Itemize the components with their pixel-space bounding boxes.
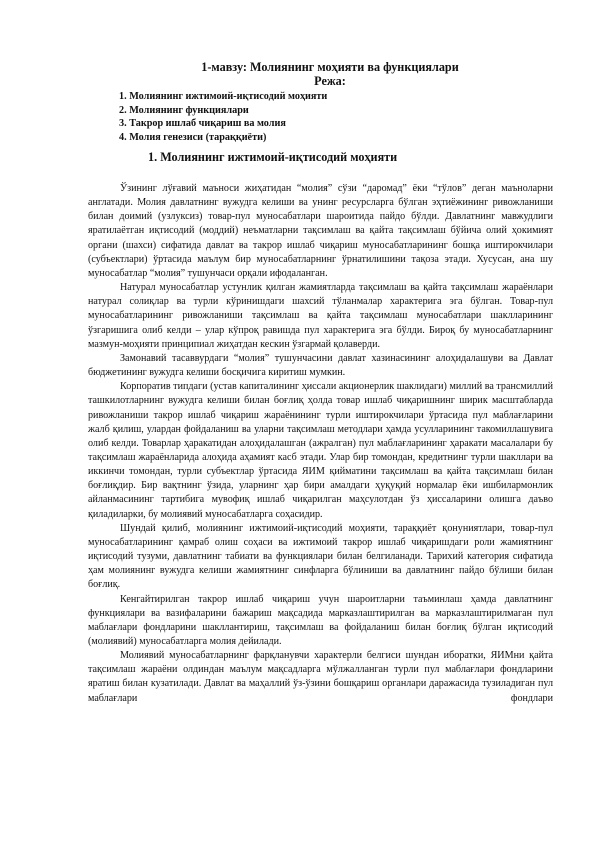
section-heading: 1. Молиянинг ижтимоий-иқтисодий моҳияти xyxy=(148,150,398,164)
paragraph: Шундай қилиб, молиянинг ижтимоий-иқтисодий моҳияти, тараққиёт қонуниятлари, товар-пул муносабатларининг қамраб олиш соҳаси ва ижтимоий такрор ишлаб чиқаришдаги роли жамиятнинг иқтисодий тузуми, давлатнинг табиати ва функциялари билан белгиланади. Тарихий категория сифатида ҳам молиянинг вужудга келиши жамиятнинг синфларга бўлиниши ва давлатнинг пайдо бўлиши билан боғлиқ. xyxy=(88,522,553,591)
paragraph: Натурал муносабатлар устунлик қилган жамиятларда тақсимлаш ва қайта тақсимлаш жараёнлари натурал солиқлар ва турли кўринишдаги шахсий тўланмалар характерига эга бўлган. Товар-пул муносабатларининг ривожланиши тақсимлаш ва қайта тақсимлаш муносабатлари шаклларининг ўзгаришига олиб келди – улар кўпроқ равишда пул характерига эга бўлди. Бироқ бу муносабатларнинг мазмун-моҳияти принципиал жиҳатдан кескин ўзгармай қолаверди. xyxy=(88,282,553,350)
paragraph: Замонавий тасаввурдаги “молия” тушунчасини давлат хазинасининг алоҳидалашуви ва Давлат бюджетининг вужудга келиши босқичига киритиш мумкин. xyxy=(88,352,553,379)
plan-item: 4. Молия генезиси (тараққиёти) xyxy=(119,131,267,143)
plan-heading: Режа: xyxy=(314,74,346,88)
paragraph: Кенгайтирилган такрор ишлаб чиқариш учун шароитларни таъминлаш ҳамда давлатнинг функциялари ва вазифаларини бажариш мақсадида марказлаштирилган ва марказлаштирилмаган пул маблағлари фондларини шакллантириш, тақсимлаш ва фойдаланиш билан боғлиқ бўлган иқтисодий (молиявий) муносабатларга молия дейилади. xyxy=(88,593,553,647)
body-text xyxy=(88,182,553,706)
plan-item: 3. Такрор ишлаб чиқариш ва молия xyxy=(119,118,286,129)
plan-list xyxy=(119,90,327,144)
document-title: 1-мавзу: Молиянинг моҳияти ва функциялари xyxy=(201,60,459,74)
paragraph: Корпоратив типдаги (устав капиталининг ҳиссали акционерлик шаклидаги) миллий ва трансмиллий ташкилотларнинг вужудга келиши билан боғлиқ ҳолда товар ишлаб чиқаришнинг ширик масштабларда ривожланиши такрор ишлаб чиқариш жараёнининг турли иштирокчилари ўртасида пул маблағларини жалб қилиш, улардан фойдаланиш ва уларни тақсимлаш методлари ҳамда усулларининг такомиллашувига олиб келди. Товарлар ҳаракатидан алоҳидалашган (ажралган) пул маблағларининг ҳаракати масалалари бу тақсимлаш жараёнларида алоҳида аҳамият касб этади. Улар бир томондан, кредитнинг турли шакллари ва иккинчи томондан, турли субъектлар ўртасида ЯИМ қийматини тақсимлаш ва қайта тақсимлаш билан боғлиқдир. Бир вақтнинг ўзида, уларнинг ҳар бири амалдаги ҳуқуқий нормалар ёки ишбилармонлик айланмасининг тартибига мувофиқ ишлаб чиқарилган маҳсулотдан ўз ҳиссаларини олишга даъво қиладиларки, бу молиявий муносабатларга соҳасидир. xyxy=(88,381,553,520)
plan-item: 2. Молиянинг функциялари xyxy=(119,104,249,116)
paragraph: Ўзининг лўғавий маъноси жиҳатидан “молия” сўзи “даромад” ёки “тўлов” деган маъноларни англатади. Молия давлатнинг вужудга келиши ва унинг ресурсларга бўлган эҳтиёжининг ривожланиши билан доимий (узлуксиз) товар-пул муносабатлари шароитида пайдо бўлди. Давлатнинг мавжудлиги яратилаётган иқтисодий (моддий) неъматларни тақсимлаш ва қайта тақсимлаш бўйича олий ҳокимият органи (шахси) сифатида давлат ва такрор ишлаб чиқариш муносабатларининг бошқа иштирокчилари (субъектлари) ўртасида маълум бир муносабатларнинг ўрнатилишини тақоза этади. Хусусан, ана шу муносабатлар “молия” тушунчаси орқали ифодаланган. xyxy=(88,183,553,279)
plan-item: 1. Молиянинг ижтимоий-иқтисодий моҳияти xyxy=(119,91,328,102)
paragraph: Молиявий муносабатларнинг фарқланувчи характерли белгиси шундан иборатки, ЯИМни қайта тақсимлаш жараёни олдиндан маълум мақсадларга мўлжалланган турли пул маблағлари фондларини яратиш билан кузатилади. Давлат ва маҳаллий ўз-ўзини бошқариш органлари даражасида тузиладиган пул маблағлари фондлари xyxy=(88,650,553,704)
